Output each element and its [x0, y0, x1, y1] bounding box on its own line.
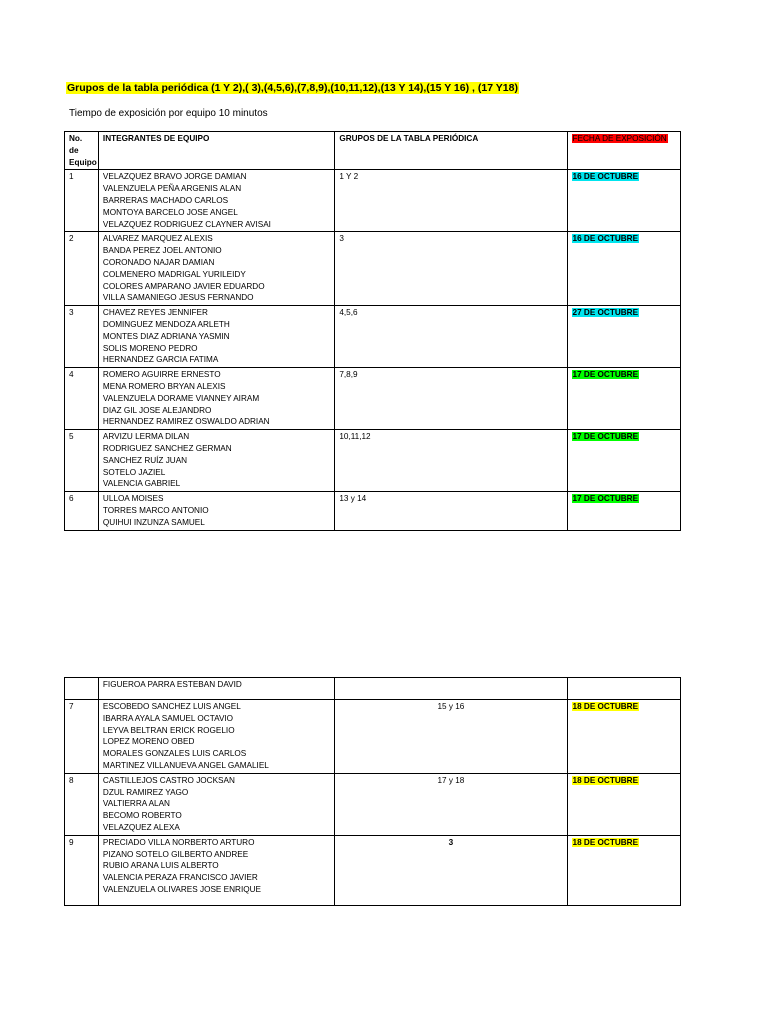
exposition-date-badge: 18 DE OCTUBRE — [572, 775, 639, 785]
member-name: LEYVA BELTRAN ERICK ROGELIO — [102, 725, 235, 735]
table-row — [65, 368, 681, 430]
groups-cell: 10,11,12 — [335, 430, 567, 492]
groups-cell: 3 — [335, 835, 567, 905]
members-cell — [98, 170, 334, 232]
groups-cell: 4,5,6 — [335, 306, 567, 368]
member-name: VELAZQUEZ RODRIGUEZ CLAYNER AVISAI — [102, 219, 271, 229]
member-name: VALENZUELA PEÑA ARGENIS ALAN — [102, 184, 242, 194]
member-name: VALENCIA PERAZA FRANCISCO JAVIER — [102, 873, 258, 883]
member-name: TORRES MARCO ANTONIO — [102, 505, 209, 515]
member-name: CORONADO NAJAR DAMIAN — [102, 257, 215, 267]
member-name: COLMENERO MADRIGAL YURILEIDY — [102, 269, 246, 279]
team-number-cell — [65, 678, 99, 700]
date-cell — [567, 773, 680, 835]
team-number-cell: 3 — [65, 306, 99, 368]
member-name: MONTOYA BARCELO JOSE ANGEL — [102, 207, 238, 217]
member-name: QUIHUI INZUNZA SAMUEL — [102, 517, 205, 527]
table-row — [65, 430, 681, 492]
member-name: LOPEZ MORENO OBED — [102, 737, 195, 747]
table-row — [65, 835, 681, 905]
team-number-cell: 4 — [65, 368, 99, 430]
exposition-date-badge: 18 DE OCTUBRE — [572, 702, 639, 711]
member-name: MENA ROMERO BRYAN ALEXIS — [102, 381, 226, 391]
member-name: CHAVEZ REYES JENNIFER — [102, 308, 208, 318]
groups-cell: 17 y 18 — [335, 773, 567, 835]
exposition-date-badge: 17 DE OCTUBRE — [572, 370, 639, 380]
groups-cell: 3 — [335, 232, 567, 306]
date-cell — [567, 170, 680, 232]
exposition-date-badge: 16 DE OCTUBRE — [572, 172, 639, 182]
members-cell — [98, 700, 334, 774]
date-cell — [567, 368, 680, 430]
member-name: VELAZQUEZ BRAVO JORGE DAMIAN — [102, 172, 247, 182]
member-name: DOMINGUEZ MENDOZA ARLETH — [102, 319, 230, 329]
header-date — [567, 132, 680, 170]
member-name: COLORES AMPARANO JAVIER EDUARDO — [102, 281, 265, 291]
members-cell — [98, 368, 334, 430]
members-cell — [98, 678, 334, 700]
table-row — [65, 170, 681, 232]
team-number-cell: 1 — [65, 170, 99, 232]
member-name: VELAZQUEZ ALEXA — [102, 822, 180, 832]
members-cell — [98, 835, 334, 905]
team-number-cell: 6 — [65, 492, 99, 530]
team-number-cell: 7 — [65, 700, 99, 774]
member-name: VILLA SAMANIEGO JESUS FERNANDO — [102, 293, 254, 303]
exposition-date-badge: 17 DE OCTUBRE — [572, 432, 639, 442]
header-date-label: FECHA DE EXPOSICIÓN — [572, 134, 667, 143]
member-name: VALENZUELA OLIVARES JOSE ENRIQUE — [102, 884, 261, 894]
table-row — [65, 306, 681, 368]
member-name: ROMERO AGUIRRE ERNESTO — [102, 370, 221, 380]
member-name: FIGUEROA PARRA ESTEBAN DAVID — [102, 680, 242, 689]
members-cell — [98, 492, 334, 530]
member-name: VALENCIA GABRIEL — [102, 479, 181, 489]
member-name: ULLOA MOISES — [102, 494, 164, 504]
member-name: IBARRA AYALA SAMUEL OCTAVIO — [102, 713, 234, 723]
member-name: PIZANO SOTELO GILBERTO ANDREE — [102, 849, 249, 859]
member-name: MARTINEZ VILLANUEVA ANGEL GAMALIEL — [102, 760, 269, 770]
member-name: BECOMO ROBERTO — [102, 811, 182, 821]
members-cell — [98, 306, 334, 368]
groups-cell: 13 y 14 — [335, 492, 567, 530]
groups-cell: 1 Y 2 — [335, 170, 567, 232]
teams-table — [64, 131, 681, 531]
header-groups: GRUPOS DE LA TABLA PERIÓDICA — [335, 132, 567, 170]
member-name: HERNANDEZ GARCIA FATIMA — [102, 355, 219, 365]
groups-cell: 15 y 16 — [335, 700, 567, 774]
table-row — [65, 492, 681, 530]
table-row — [65, 700, 681, 774]
member-name: VALTIERRA ALAN — [102, 799, 170, 809]
members-cell — [98, 773, 334, 835]
member-name: VALENZUELA DORAME VIANNEY AIRAM — [102, 393, 260, 403]
groups-cell: 7,8,9 — [335, 368, 567, 430]
member-name: RUBIO ARANA LUIS ALBERTO — [102, 861, 219, 871]
member-name: CASTILLEJOS CASTRO JOCKSAN — [102, 775, 235, 785]
table-row — [65, 773, 681, 835]
page-title: Grupos de la tabla periódica (1 Y 2),( 3),(4,5,6),(7,8,9),(10,11,12),(13 Y 14),(15 Y 16) , (17 Y18) — [67, 82, 518, 94]
member-name: HERNANDEZ RAMIREZ OSWALDO ADRIAN — [102, 417, 270, 427]
member-name: BARRERAS MACHADO CARLOS — [102, 195, 229, 205]
member-name: DZUL RAMIREZ YAGO — [102, 787, 189, 797]
exposition-date-badge: 17 DE OCTUBRE — [572, 494, 639, 504]
members-cell — [98, 430, 334, 492]
exposure-time-note: Tiempo de exposición por equipo 10 minutos — [69, 108, 268, 119]
member-name: ARVIZU LERMA DILAN — [102, 432, 190, 442]
date-cell — [567, 430, 680, 492]
date-cell — [567, 232, 680, 306]
member-name: BANDA PEREZ JOEL ANTONIO — [102, 246, 222, 256]
exposition-date-badge: 27 DE OCTUBRE — [572, 308, 639, 318]
teams-table-continued — [64, 677, 681, 906]
header-members: INTEGRANTES DE EQUIPO — [98, 132, 334, 170]
team-number-cell: 2 — [65, 232, 99, 306]
date-cell — [567, 700, 680, 774]
member-name: SANCHEZ RUÍZ JUAN — [102, 455, 188, 465]
date-cell — [567, 306, 680, 368]
exposition-date-badge: 18 DE OCTUBRE — [572, 837, 639, 847]
member-name: ESCOBEDO SANCHEZ LUIS ANGEL — [102, 702, 241, 711]
member-name: PRECIADO VILLA NORBERTO ARTURO — [102, 837, 255, 847]
member-name: MORALES GONZALES LUIS CARLOS — [102, 749, 247, 759]
team-number-cell: 5 — [65, 430, 99, 492]
member-name: ALVAREZ MARQUEZ ALEXIS — [102, 234, 213, 244]
member-name: RODRIGUEZ SANCHEZ GERMAN — [102, 443, 232, 453]
member-name: SOTELO JAZIEL — [102, 467, 166, 477]
date-cell — [567, 678, 680, 700]
team-number-cell: 8 — [65, 773, 99, 835]
table-header-row — [65, 132, 681, 170]
table-row — [65, 678, 681, 700]
table-row — [65, 232, 681, 306]
member-name: SOLIS MORENO PEDRO — [102, 343, 198, 353]
member-name: DIAZ GIL JOSE ALEJANDRO — [102, 405, 212, 415]
member-name: MONTES DIAZ ADRIANA YASMIN — [102, 331, 230, 341]
team-number-cell: 9 — [65, 835, 99, 905]
header-team-number: No. de Equipo — [65, 132, 99, 170]
exposition-date-badge: 16 DE OCTUBRE — [572, 234, 639, 244]
date-cell — [567, 492, 680, 530]
members-cell — [98, 232, 334, 306]
groups-cell — [335, 678, 567, 700]
date-cell — [567, 835, 680, 905]
